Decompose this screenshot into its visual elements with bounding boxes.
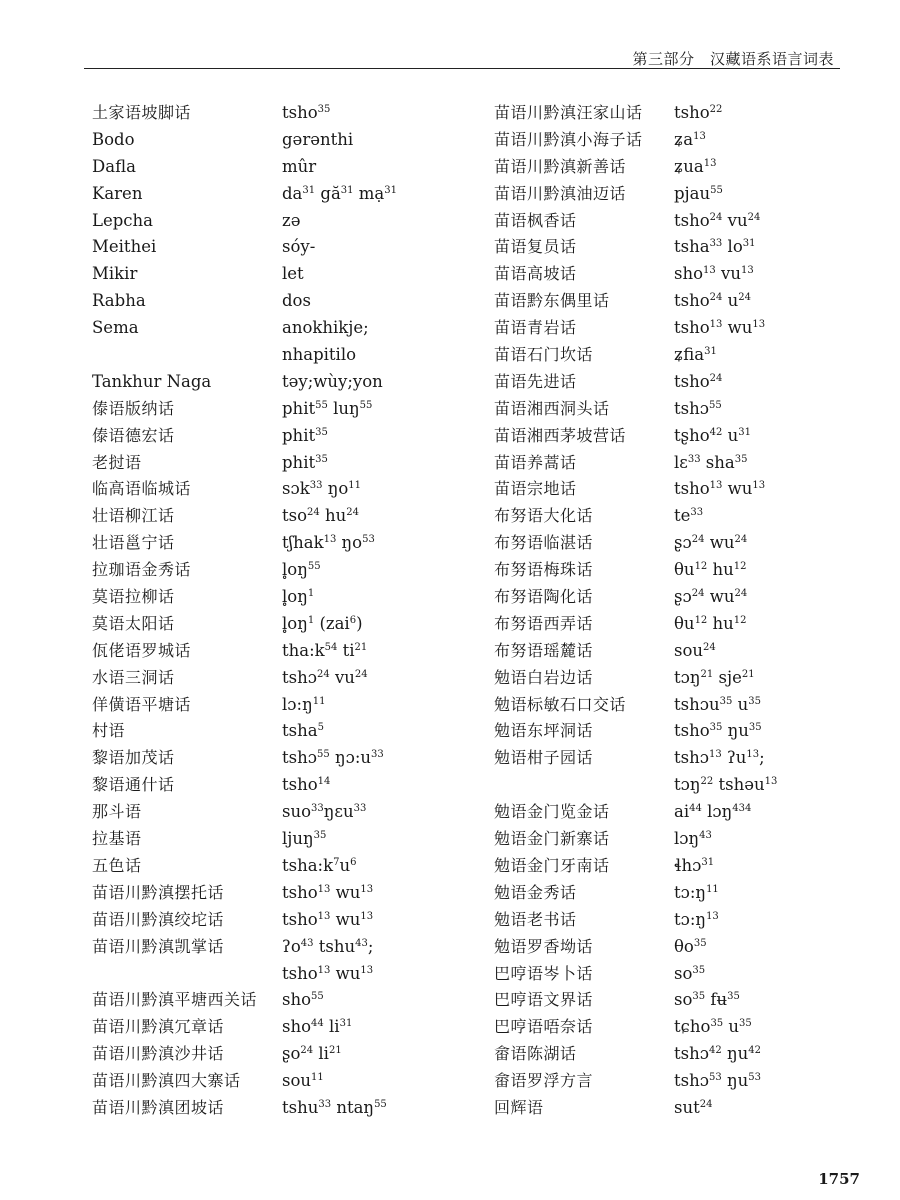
word-form: tsho$^{24}$ $vu^{24}$ <box>674 210 761 230</box>
language-label: Mikir <box>92 264 138 284</box>
word-form: $tɔ:ŋ^{13}$ <box>674 909 719 929</box>
word-form: ʔo$^{43}$ tshu$^{43}$; <box>282 936 374 956</box>
language-label: 黎语通什话 <box>92 775 175 795</box>
word-form: tshɔ$^{55}$ <box>674 398 722 418</box>
word-form: $so^{35}$ <box>674 963 706 983</box>
language-label: 勉语老书话 <box>494 909 577 929</box>
word-form: sho$^{13}$ $vu^{13}$ <box>674 264 754 284</box>
word-form: tsho$^{13}$ $wu^{13}$ <box>282 882 374 902</box>
language-label: 勉语罗香坳话 <box>494 936 594 956</box>
language-label: 勉语金门览金话 <box>494 802 610 822</box>
word-form: $so^{35}$ fʉ$^{35}$ <box>674 990 740 1010</box>
word-form: tshɔ$^{53}$ $ŋu^{53}$ <box>674 1071 761 1091</box>
language-label: 勉语东坪洞话 <box>494 721 594 741</box>
language-label: 苗语湘西洞头话 <box>494 398 610 418</box>
page-number: 1757 <box>818 1170 860 1188</box>
language-label: Meithei <box>92 237 157 257</box>
word-form: tɕho$^{35}$ $u^{35}$ <box>674 1017 752 1037</box>
word-form: tsho$^{13}$ $wu^{13}$ <box>674 318 766 338</box>
language-label: Karen <box>92 183 143 203</box>
word-form: tsho$^{24}$ $u^{24}$ <box>674 291 752 311</box>
word-form: sho$^{55}$ <box>282 990 324 1010</box>
word-form: tso$^{24}$ $hu^{24}$ <box>282 506 360 526</box>
word-form: tshɔ$^{55}$ $ŋɔ:u^{33}$ <box>282 748 384 768</box>
word-form: tshɔu$^{35}$ $u^{35}$ <box>674 694 761 714</box>
language-label: 临高语临城话 <box>92 479 192 499</box>
language-label: Rabha <box>92 291 146 311</box>
language-label: 佯僙语平塘话 <box>92 694 192 714</box>
word-form: ɬhɔ$^{31}$ <box>674 855 715 875</box>
word-form: let <box>282 264 304 284</box>
language-label: 土家语坡脚话 <box>92 103 192 122</box>
language-label: 那斗语 <box>92 802 142 822</box>
language-label: 苗语宗地话 <box>494 479 577 499</box>
word-form: pjau$^{55}$ <box>674 183 723 203</box>
word-form: suo$^{33}$ŋɛu$^{33}$ <box>282 802 367 822</box>
word-form: ʑfia$^{31}$ <box>674 345 717 365</box>
word-form: tʃhak$^{13}$ $ŋo^{53}$ <box>282 533 375 553</box>
language-label: 黎语加茂话 <box>92 748 175 768</box>
word-form: tsho$^{35}$ $ŋu^{35}$ <box>674 721 762 741</box>
language-label: 勉语金秀话 <box>494 882 577 902</box>
language-label: 苗语川黔滇凯掌话 <box>92 936 225 956</box>
language-label: 苗语川黔滇冗章话 <box>92 1017 225 1037</box>
word-form: $\theta o^{35}$ <box>674 936 707 956</box>
language-label: Tankhur Naga <box>92 371 212 391</box>
language-label: 畲语陈湖话 <box>494 1044 577 1064</box>
language-label: Lepcha <box>92 210 153 230</box>
header-rule <box>84 68 840 69</box>
language-label: Dafla <box>92 156 136 176</box>
word-form: $tɔ:ŋ^{11}$ <box>674 882 719 902</box>
language-label: 苗语黔东偶里话 <box>494 291 610 311</box>
language-label: 布努语陶化话 <box>494 587 594 607</box>
word-form: anokhikje; <box>282 318 369 338</box>
word-form: tsha$^5$ <box>282 721 324 741</box>
language-label: 佤佬语罗城话 <box>92 640 192 660</box>
word-form: tʂho$^{42}$ $u^{31}$ <box>674 425 752 445</box>
language-label: 苗语石门坎话 <box>494 345 594 365</box>
word-form: sou$^{24}$ <box>674 640 716 660</box>
word-form: tsho$^{35}$ <box>282 103 331 122</box>
language-label: 巴哼语唔奈话 <box>494 1017 594 1037</box>
language-label: 巴哼语文界话 <box>494 990 594 1010</box>
word-form: phit$^{35}$ <box>282 452 328 472</box>
language-label: 苗语青岩话 <box>494 318 577 338</box>
language-label: 布努语临湛话 <box>494 533 594 553</box>
word-form: ʂɔ$^{24}$ $wu^{24}$ <box>674 587 748 607</box>
word-form: sou$^{11}$ <box>282 1071 324 1091</box>
language-label: 壮语柳江话 <box>92 506 175 526</box>
word-form: ljuŋ$^{35}$ <box>282 829 327 849</box>
language-label: 苗语先进话 <box>494 371 577 391</box>
language-label: 老挝语 <box>92 452 142 472</box>
language-label: Bodo <box>92 129 135 149</box>
language-label: 苗语复员话 <box>494 237 577 257</box>
word-form: lɛ$^{33}$ sha$^{35}$ <box>674 452 748 472</box>
word-form: ʂɔ$^{24}$ $wu^{24}$ <box>674 533 748 553</box>
running-header: 第三部分 汉藏语系语言词表 <box>632 50 834 68</box>
language-label: 五色话 <box>92 855 142 875</box>
language-label: 苗语川黔滇小海子话 <box>494 129 643 149</box>
word-form: tsha$^{33}$ $lo^{31}$ <box>674 237 756 257</box>
word-form: $\theta u^{12}$ $hu^{12}$ <box>674 560 747 580</box>
word-form: $lɔ:ŋ^{11}$ <box>282 694 326 714</box>
word-form: $tsha:k^7u^6$ <box>282 855 357 875</box>
language-label: 巴哼语岑卜话 <box>494 963 594 983</box>
language-label: 拉珈语金秀话 <box>92 560 192 580</box>
language-label: 莫语太阳话 <box>92 613 175 633</box>
word-form: $tha:k^{54}$ $ti^{21}$ <box>282 640 368 660</box>
word-form: $te^{33}$ <box>674 506 704 526</box>
word-form: mûr <box>282 156 317 176</box>
word-form: tshu$^{33}$ ntaŋ$^{55}$ <box>282 1097 387 1117</box>
word-form: tshɔ$^{42}$ $ŋu^{42}$ <box>674 1044 761 1064</box>
word-form: nhapitilo <box>282 345 357 365</box>
word-form: tsho$^{24}$ <box>674 371 723 391</box>
language-label: 布努语瑶麓话 <box>494 640 594 660</box>
word-form: lɔŋ$^{43}$ <box>674 829 712 849</box>
language-label: 布努语大化话 <box>494 506 594 526</box>
word-form: ʑua$^{13}$ <box>674 156 717 176</box>
language-label: 苗语枫香话 <box>494 210 577 230</box>
word-form: gərənthi <box>282 129 354 149</box>
word-form: phit$^{55}$ luŋ$^{55}$ <box>282 398 373 418</box>
language-label: 苗语川黔滇绞坨话 <box>92 909 225 929</box>
language-label: 苗语养蒿话 <box>494 452 577 472</box>
word-form: dos <box>282 291 311 311</box>
language-label: 勉语柑子园话 <box>494 748 594 768</box>
language-label: 勉语金门新寨话 <box>494 829 610 849</box>
language-label: 苗语川黔滇平塘西关话 <box>92 990 258 1010</box>
language-label: 勉语标敏石口交话 <box>494 694 627 714</box>
language-label: 布努语梅珠话 <box>494 560 594 580</box>
language-label: 苗语高坡话 <box>494 264 577 284</box>
word-form: tsho$^{22}$ <box>674 103 723 122</box>
word-form: tshɔ$^{13}$ ʔu$^{13}$; <box>674 748 765 768</box>
language-label: 苗语湘西茅坡营话 <box>494 425 627 445</box>
word-form: tɔŋ$^{21}$ sje$^{21}$ <box>674 667 755 687</box>
word-form: tsho$^{14}$ <box>282 775 331 795</box>
language-label: 勉语金门牙南话 <box>494 855 610 875</box>
word-form: $da^{31}$ $gă^{31}$ mạ$^{31}$ <box>282 183 397 203</box>
word-form: təy;wùy;yon <box>282 371 383 391</box>
word-form: sɔk$^{33}$ $ŋo^{11}$ <box>282 479 361 499</box>
language-label: 苗语川黔滇四大寨话 <box>92 1071 241 1091</box>
word-form: ʑa$^{13}$ <box>674 129 706 149</box>
word-form: $ai^{44}$ lɔŋ$^{434}$ <box>674 802 752 822</box>
word-form: sut$^{24}$ <box>674 1097 713 1117</box>
language-label: 村语 <box>92 721 126 741</box>
word-form: tsho$^{13}$ $wu^{13}$ <box>282 963 374 983</box>
word-form: sóy- <box>282 237 316 257</box>
language-label: 水语三洞话 <box>92 667 175 687</box>
word-form: tɔŋ$^{22}$ tshəu$^{13}$ <box>674 775 778 795</box>
language-label: 苗语川黔滇新善话 <box>494 156 627 176</box>
language-label: 畲语罗浮方言 <box>494 1071 594 1091</box>
word-form: sho$^{44}$ $li^{31}$ <box>282 1017 353 1037</box>
language-label: 回辉语 <box>494 1097 544 1117</box>
word-form: $\theta u^{12}$ $hu^{12}$ <box>674 613 747 633</box>
word-form: $l̥oŋ^1$ (zai$^6$) <box>282 613 363 633</box>
word-form: phit$^{35}$ <box>282 425 328 445</box>
language-label: 壮语邕宁话 <box>92 533 175 553</box>
word-form: tshɔ$^{24}$ $vu^{24}$ <box>282 667 368 687</box>
language-label: 布努语西弄话 <box>494 613 594 633</box>
language-label: Sema <box>92 318 139 338</box>
language-label: 傣语德宏话 <box>92 425 175 445</box>
language-label: 苗语川黔滇汪家山话 <box>494 103 643 122</box>
word-form: $l̥oŋ^1$ <box>282 587 315 607</box>
word-form: $l̥oŋ^{55}$ <box>282 560 321 580</box>
language-label: 苗语川黔滇沙井话 <box>92 1044 225 1064</box>
language-label: 苗语川黔滇油迈话 <box>494 183 627 203</box>
language-label: 傣语版纳话 <box>92 398 175 418</box>
language-label: 莫语拉柳话 <box>92 587 175 607</box>
language-label: 勉语白岩边话 <box>494 667 594 687</box>
language-label: 拉基语 <box>92 829 142 849</box>
language-label: 苗语川黔滇摆托话 <box>92 882 225 902</box>
word-form: zə <box>282 210 301 230</box>
language-label: 苗语川黔滇团坡话 <box>92 1097 225 1117</box>
word-form: ʂo$^{24}$ $li^{21}$ <box>282 1044 342 1064</box>
word-form: tsho$^{13}$ $wu^{13}$ <box>282 909 374 929</box>
word-form: tsho$^{13}$ $wu^{13}$ <box>674 479 766 499</box>
